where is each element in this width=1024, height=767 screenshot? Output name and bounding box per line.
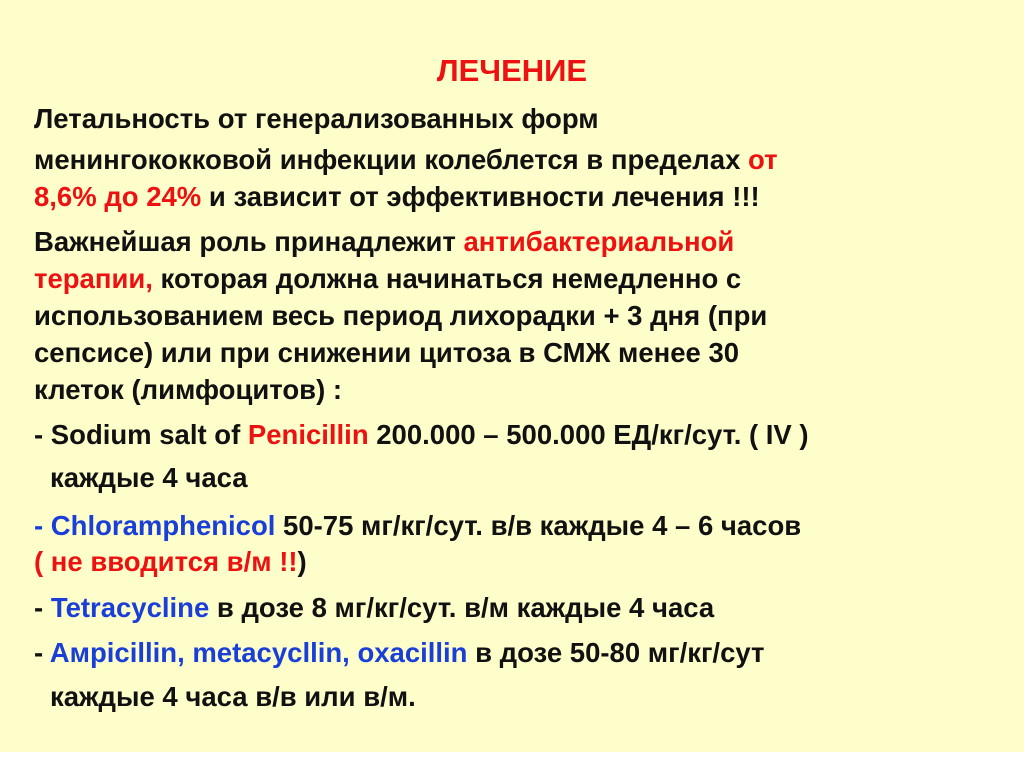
tetracycline-prefix: - xyxy=(34,592,51,623)
mortality-line-3 xyxy=(34,180,760,214)
mortality-text-1: Летальность от генерализованных форм xyxy=(34,103,599,134)
page-bottom-strip xyxy=(0,752,1024,767)
chloramphenicol-name: - Chloramphenicol xyxy=(34,510,276,541)
penicillin-name: Penicillin xyxy=(247,419,369,450)
therapy-line-1 xyxy=(34,225,734,259)
tetracycline-name: Tetracycline xyxy=(50,592,210,623)
mortality-line-1 xyxy=(34,102,599,136)
penicillin-dose: 200.000 – 500.000 ЕД/кг/сут. ( IV ) xyxy=(368,419,809,450)
therapy-line-2 xyxy=(34,262,741,296)
mortality-text-2: менингококковой инфекции колеблется в пределах xyxy=(34,144,749,175)
therapy-line-4 xyxy=(34,336,739,370)
penicillin-line-1 xyxy=(34,418,809,452)
penicillin-prefix: - Sodium salt of xyxy=(34,419,248,450)
therapy-text-3: использованием весь период лихорадки + 3 дня (при xyxy=(34,300,768,331)
slide-title: ЛЕЧЕНИЕ xyxy=(436,53,588,88)
therapy-highlight-2: терапии, xyxy=(34,263,153,294)
ampicillin-frequency: каждые 4 часа в/в или в/м. xyxy=(50,681,416,712)
chloramphenicol-warning-close: ) xyxy=(297,546,307,577)
ampicillin-line-1 xyxy=(34,636,764,670)
penicillin-line-2 xyxy=(50,461,248,495)
tetracycline-line xyxy=(34,591,714,625)
chloramphenicol-line-1 xyxy=(34,509,801,543)
therapy-text-4: сепсисе) или при снижении цитоза в СМЖ менее 30 xyxy=(34,337,740,368)
ampicillin-names: Aмpicillin, metacycllin, oxacillin xyxy=(49,637,468,668)
mortality-text-3: и зависит от эффективности лечения !!! xyxy=(201,181,760,212)
tetracycline-dose: в дозе 8 мг/кг/сут. в/м каждые 4 часа xyxy=(209,592,715,623)
mortality-line-2 xyxy=(34,143,778,177)
chloramphenicol-line-2 xyxy=(34,545,307,579)
therapy-text-5: клеток (лимфоцитов) : xyxy=(34,374,343,405)
chloramphenicol-dose: 50-75 мг/кг/сут. в/в каждые 4 – 6 часов xyxy=(275,510,802,541)
therapy-text-2: которая должна начинаться немедленно с xyxy=(152,263,742,294)
mortality-range: 8,6% до 24% xyxy=(34,181,202,212)
therapy-line-5 xyxy=(34,373,342,407)
therapy-text-1: Важнейшая роль принадлежит xyxy=(34,226,464,257)
penicillin-frequency: каждые 4 часа xyxy=(50,462,248,493)
therapy-line-3 xyxy=(34,299,767,333)
chloramphenicol-warning: ( не вводится в/м !! xyxy=(34,546,298,577)
mortality-range-start: от xyxy=(748,144,778,175)
therapy-highlight-1: антибактериальной xyxy=(463,226,735,257)
ampicillin-line-2 xyxy=(50,680,416,714)
ampicillin-dose: в дозе 50-80 мг/кг/сут xyxy=(467,637,765,668)
ampicillin-prefix: - xyxy=(34,637,50,668)
